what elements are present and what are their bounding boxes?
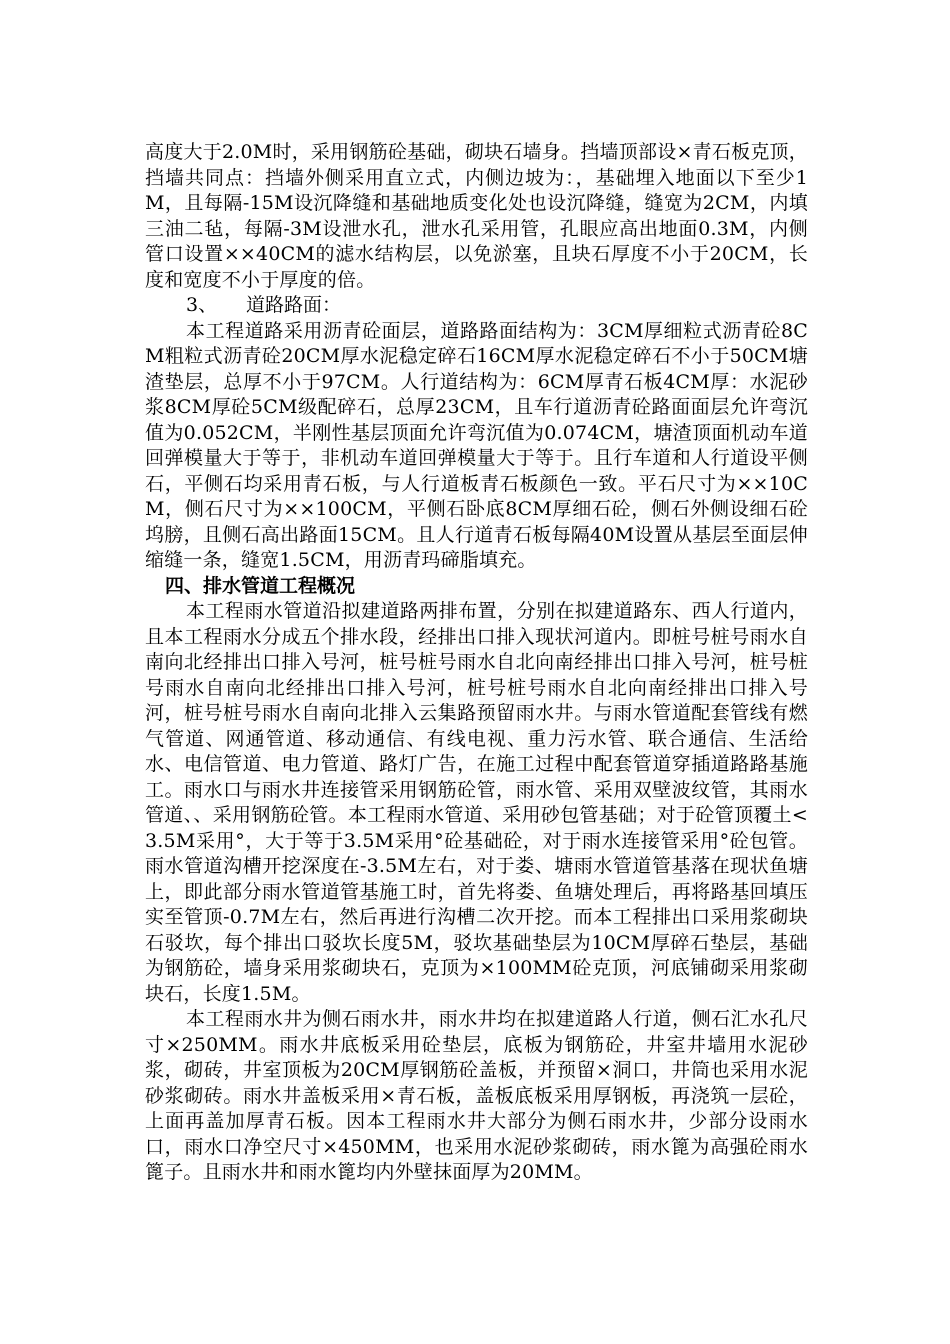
document-body — [145, 140, 808, 1186]
subheading-road-surface — [145, 293, 808, 319]
subheading-text: 道路路面： — [246, 294, 342, 316]
paragraph-rainwater-wells: 本工程雨水井为侧石雨水井，雨水井均在拟建道路人行道，侧石汇水孔尺寸×250MM。雨水井底板采用砼垫层，底板为钢筋砼，井室井墙用水泥砂浆，砌砖，井室顶板为20CM厚钢筋砼盖板，并预留×洞口，井筒也采用水泥砂浆砌砖。雨水井盖板采用×青石板，盖板底板采用厚钢板，再浇筑一层砼，上面再盖加厚青石板。因本工程雨水井大部分为侧石雨水井，少部分设雨水口，雨水口净空尺寸×450MM，也采用水泥砂浆砌砖，雨水篦为高强砼雨水篦子。且雨水井和雨水篦均内外壁抹面厚为20MM。 — [145, 1008, 808, 1183]
paragraph-retaining-wall: 高度大于2.0M时，采用钢筋砼基础，砌块石墙身。挡墙顶部设×青石板克顶，挡墙共同点：挡墙外侧采用直立式，内侧边坡为：，基础埋入地面以下至少1M，且每隔-15M设沉降缝和基础地质变化处也设沉降缝，缝宽为2CM，内填三油二毡，每隔-3M设泄水孔，泄水孔采用管，孔眼应高出地面0.3M，内侧管口设置××40CM的滤水结构层，以免淤塞，且块石厚度不小于20CM，长度和宽度不小于厚度的倍。 — [145, 141, 808, 291]
section-heading-drainage: 四、排水管道工程概况 — [165, 574, 356, 597]
paragraph-road-surface: 本工程道路采用沥青砼面层，道路路面结构为：3CM厚细粒式沥青砼8CM粗粒式沥青砼20CM厚水泥稳定碎石16CM厚水泥稳定碎石不小于50CM塘渣垫层，总厚不小于97CM。人行道结构为：6CM厚青石板4CM厚：水泥砂浆8CM厚砼5CM级配碎石，总厚23CM，且车行道沥青砼路面面层允许弯沉值为0.052CM，半刚性基层顶面允许弯沉值为0.074CM，塘渣顶面机动车道回弹模量大于等于，非机动车道回弹模量大于等于。且行车道和人行道设平侧石，平侧石均采用青石板，与人行道板青石板颜色一致。平石尺寸为××10CM，侧石尺寸为××100CM，平侧石卧底8CM厚细石砼，侧石外侧设细石砼坞膀，且侧石高出路面15CM。且人行道青石板每隔40M设置从基层至面层伸缩缝一条，缝宽1.5CM，用沥青玛碲脂填充。 — [145, 319, 808, 571]
paragraph-drainage-pipes: 本工程雨水管道沿拟建道路两排布置，分别在拟建道路东、西人行道内，且本工程雨水分成五个排水段，经排出口排入现状河道内。即桩号桩号雨水自南向北经排出口排入号河，桩号桩号雨水自北向南经排出口排入号河，桩号桩号雨水自南向北经排出口排入号河，桩号桩号雨水自北向南经排出口排入号河，桩号桩号雨水自南向北排入云集路预留雨水井。与雨水管道配套管线有燃气管道、网通管道、移动通信、有线电视、重力污水管、联合通信、生活给水、电信管道、电力管道、路灯广告，在施工过程中配套管道穿插道路路基施工。雨水口与雨水井连接管采用钢筋砼管，雨水管、采用双壁波纹管，其雨水管道、、采用钢筋砼管。本工程雨水管道、采用砂包管基础；对于砼管顶覆土<3.5M采用°，大于等于3.5M采用°砼基础砼，对于雨水连接管采用°砼包管。雨水管道沟槽开挖深度在-3.5M左右，对于娄、塘雨水管道管基落在现状鱼塘上，即此部分雨水管道管基施工时，首先将娄、鱼塘处理后，再将路基回填压实至管顶-0.7M左右，然后再进行沟槽二次开挖。而本工程排出口采用浆砌块石驳坎，每个排出口驳坎长度5M，驳坎基础垫层为10CM厚碎石垫层，基础为钢筋砼，墙身采用浆砌块石，克顶为×100MM砼克顶，河底铺砌采用浆砌块石，长度1.5M。 — [145, 600, 808, 1005]
subheading-number: 3、 — [186, 294, 218, 316]
